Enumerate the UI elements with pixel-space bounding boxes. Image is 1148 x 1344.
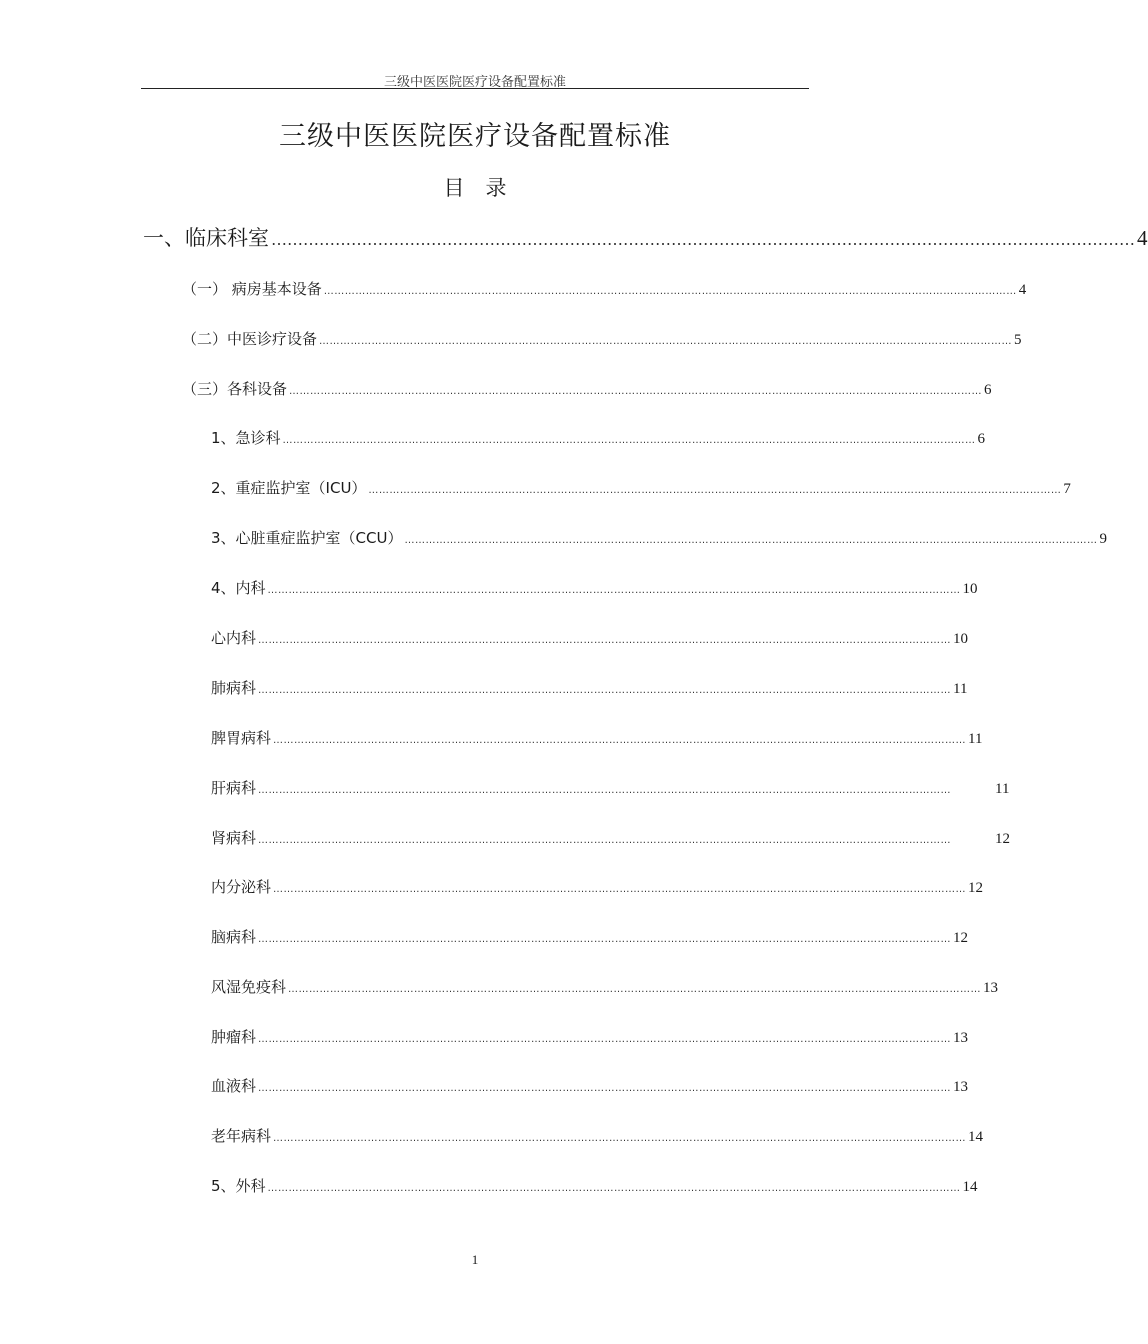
toc-entry-label: 3、心脏重症监护室（CCU）	[211, 529, 403, 547]
toc-entry-label: 5、外科	[211, 1177, 266, 1195]
toc-entry-label: （三）各科设备	[182, 380, 288, 398]
toc-page-number: 5	[1014, 332, 1022, 348]
toc-entry-pulmonology[interactable]	[211, 677, 968, 698]
toc-entry-icu[interactable]	[211, 477, 1071, 498]
toc-entry-label: 脑病科	[211, 928, 257, 946]
toc-entry-surgery[interactable]	[211, 1175, 978, 1196]
toc-leader-dots: ………………………………………………………………………………………………………………………………………………………………………………	[258, 1083, 952, 1094]
toc-entry-label: 2、重症监护室（ICU）	[211, 479, 367, 497]
toc-entry-ward-basic-equipment[interactable]	[182, 278, 1027, 299]
toc-entry-ccu[interactable]	[211, 527, 1107, 548]
toc-heading: 目 录	[443, 176, 507, 200]
toc-page-number: 12	[995, 831, 1011, 847]
toc-entry-tcm-equipment[interactable]	[182, 328, 1022, 349]
toc-entry-gastroenterology[interactable]	[211, 727, 983, 748]
toc-leader-dots: ………………………………………………………………………………………………………………………………………………………………………………	[267, 1183, 961, 1194]
toc-entry-label: 风湿免疫科	[211, 978, 287, 996]
toc-leader-dots: ………………………………………………………………………………………………………………………………………………………………………………	[258, 835, 952, 846]
toc-page-number: 13	[953, 1030, 969, 1046]
toc-page-number: 11	[995, 781, 1010, 797]
toc-page-number: 10	[962, 581, 978, 597]
toc-page-number: 11	[968, 731, 983, 747]
toc-entry-geriatrics[interactable]	[211, 1125, 984, 1146]
toc-leader-dots: ………………………………………………………………………………………………………………………………………………………………………………	[288, 984, 982, 995]
toc-entry-label: 4、内科	[211, 579, 266, 597]
running-header: 三级中医医院医疗设备配置标准	[383, 75, 566, 90]
document-title: 三级中医医院医疗设备配置标准	[279, 121, 671, 152]
toc-leader-dots: ………………………………………………………………………………………………………………………………………………………………………………	[368, 485, 1062, 496]
toc-leader-dots: ………………………………………………………………………………………………………………………………………………………………………………	[258, 1034, 952, 1045]
toc-entry-label: （一） 病房基本设备	[182, 280, 322, 298]
toc-entry-label: 肝病科	[211, 779, 257, 797]
toc-entry-label: 一、临床科室	[143, 226, 269, 250]
toc-page-number: 13	[983, 980, 999, 996]
toc-leader-dots: ………………………………………………………………………………………………………………………………………………	[271, 230, 1135, 249]
toc-leader-dots: ………………………………………………………………………………………………………………………………………………………………………………	[319, 336, 1013, 347]
toc-page-number: 13	[953, 1079, 969, 1095]
toc-entry-internal-medicine[interactable]	[211, 577, 978, 598]
toc-entry-neurology[interactable]	[211, 926, 969, 947]
toc-page-number: 7	[1063, 481, 1071, 497]
toc-entry-clinical-departments[interactable]	[143, 222, 1148, 252]
toc-entry-label: 心内科	[211, 629, 257, 647]
toc-entry-label: 脾胃病科	[211, 729, 272, 747]
header-divider	[141, 88, 809, 89]
toc-page-number: 10	[953, 631, 969, 647]
toc-leader-dots: ………………………………………………………………………………………………………………………………………………………………………………	[258, 635, 952, 646]
toc-page-number: 4	[1137, 226, 1148, 250]
toc-entry-label: （二）中医诊疗设备	[182, 330, 318, 348]
toc-page-number: 9	[1099, 531, 1107, 547]
toc-entry-endocrinology[interactable]	[211, 876, 984, 897]
toc-page-number: 11	[953, 681, 968, 697]
toc-entry-cardiology[interactable]	[211, 627, 969, 648]
page-number: 1	[471, 1252, 479, 1267]
toc-entry-label: 内分泌科	[211, 878, 272, 896]
toc-leader-dots: ………………………………………………………………………………………………………………………………………………………………………………	[258, 934, 952, 945]
toc-entry-label: 肺病科	[211, 679, 257, 697]
toc-entry-hematology[interactable]	[211, 1075, 969, 1096]
toc-page-number: 4	[1018, 282, 1027, 298]
toc-entry-hepatology[interactable]	[211, 777, 1010, 798]
toc-entry-rheumatology[interactable]	[211, 976, 999, 997]
toc-leader-dots: ………………………………………………………………………………………………………………………………………………………………………………	[323, 286, 1017, 297]
toc-page-number: 6	[984, 382, 992, 398]
toc-page-number: 14	[968, 1129, 984, 1145]
toc-entry-label: 老年病科	[211, 1127, 272, 1145]
toc-leader-dots: ………………………………………………………………………………………………………………………………………………………………………………	[267, 585, 961, 596]
toc-entry-label: 血液科	[211, 1077, 257, 1095]
toc-leader-dots: ………………………………………………………………………………………………………………………………………………………………………………	[258, 785, 952, 796]
toc-page-number: 14	[962, 1179, 978, 1195]
toc-entry-label: 肾病科	[211, 829, 257, 847]
toc-entry-nephrology[interactable]	[211, 827, 1011, 848]
toc-leader-dots: ………………………………………………………………………………………………………………………………………………………………………………	[282, 435, 976, 446]
toc-page-number: 6	[977, 431, 986, 447]
toc-leader-dots: ………………………………………………………………………………………………………………………………………………………………………………	[273, 735, 967, 746]
toc-entry-label: 肿瘤科	[211, 1028, 257, 1046]
toc-leader-dots: ………………………………………………………………………………………………………………………………………………………………………………	[273, 1133, 967, 1144]
toc-page-number: 12	[953, 930, 969, 946]
toc-leader-dots: ………………………………………………………………………………………………………………………………………………………………………………	[273, 884, 967, 895]
toc-page-number: 12	[968, 880, 984, 896]
toc-entry-label: 1、急诊科	[211, 429, 281, 447]
toc-leader-dots: ………………………………………………………………………………………………………………………………………………………………………………	[258, 685, 952, 696]
toc-entry-emergency[interactable]	[211, 427, 986, 448]
toc-entry-oncology[interactable]	[211, 1026, 969, 1047]
toc-leader-dots: ………………………………………………………………………………………………………………………………………………………………………………	[289, 386, 983, 397]
toc-leader-dots: ………………………………………………………………………………………………………………………………………………………………………………	[404, 535, 1098, 546]
toc-entry-department-equipment[interactable]	[182, 378, 992, 399]
